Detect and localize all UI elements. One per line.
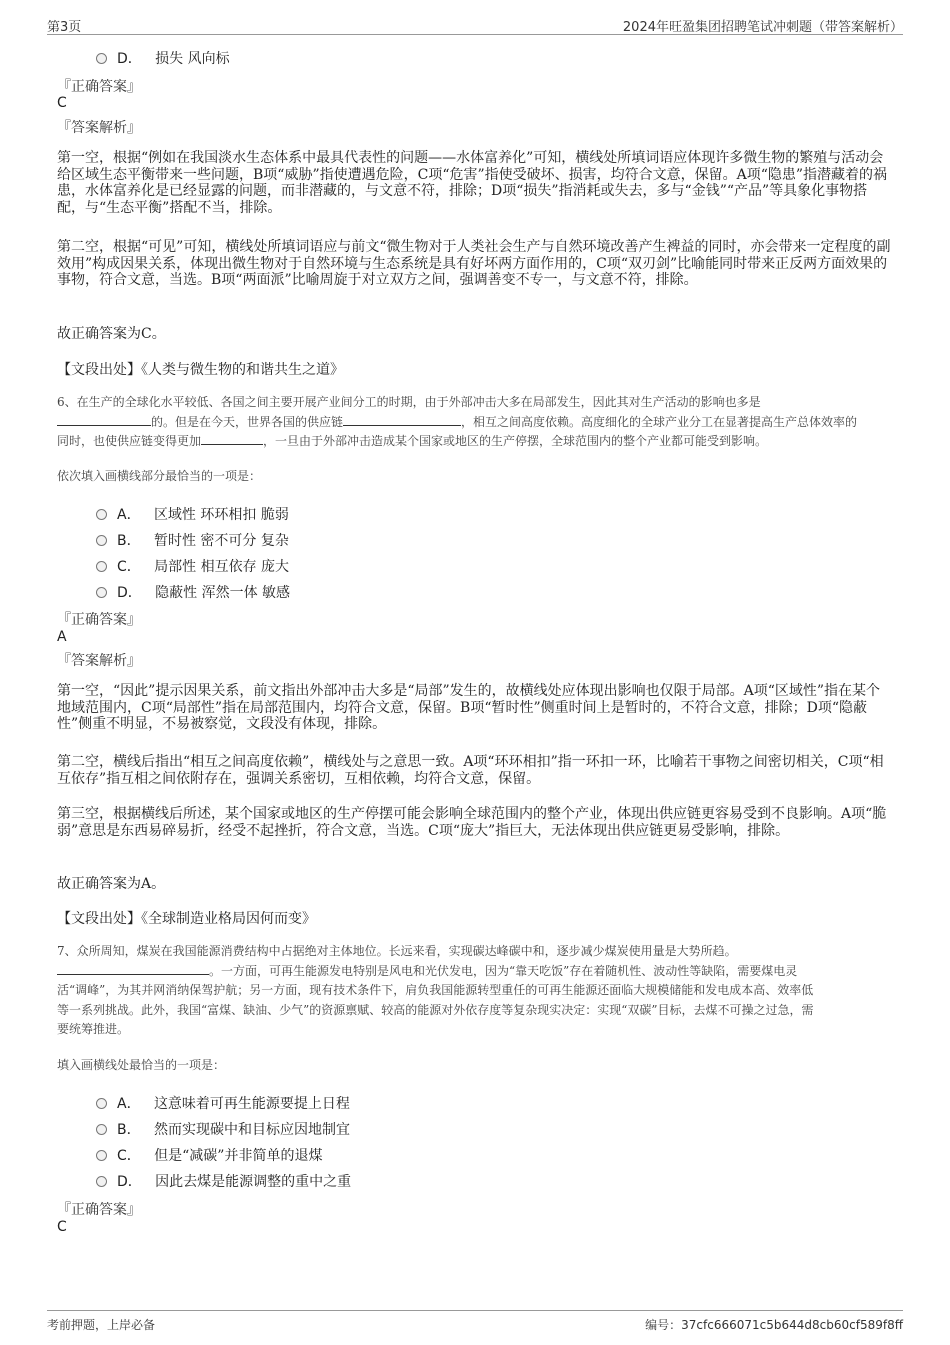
answer-label: 『正确答案』 bbox=[57, 612, 141, 628]
analysis-paragraph: 第三空，根据横线后所述，某个国家或地区的生产停摆可能会影响全球范围内的整个产业，体现出供应链更容易受到不良影响。A项“脆弱”意思是东西易碎易折，经受不起挫折，符合文意，当选。C项“庞大”指巨大，无法体现出供应链更易受影响，排除。 bbox=[57, 806, 887, 839]
answer-value: A bbox=[57, 629, 67, 645]
radio-icon[interactable] bbox=[96, 1176, 107, 1187]
question-prompt: 填入画横线处最恰当的一项是： bbox=[57, 1058, 226, 1072]
document-title: 2024年旺盈集团招聘笔试冲刺题（带答案解析） bbox=[622, 20, 903, 35]
blank-line bbox=[343, 413, 461, 426]
q6-option-d[interactable]: D． 隐蔽性 浑然一体 敏感 bbox=[96, 582, 290, 602]
radio-icon[interactable] bbox=[96, 53, 107, 64]
analysis-conclusion: 故正确答案为A。 bbox=[57, 876, 166, 892]
blank-line bbox=[57, 962, 209, 975]
answer-value: C bbox=[57, 95, 67, 111]
radio-icon[interactable] bbox=[96, 561, 107, 572]
analysis-paragraph: 第一空，“因此”提示因果关系，前文指出外部冲击大多是“局部”发生的，故横线处应体现出影响也仅限于局部。A项“区域性”指在某个地域范围内，C项“局部性”指在局部范围内，均符合文意，保留。B项“暂时性”侧重时间上是暂时的，不符合文意，排除；D项“隐蔽性”侧重不明显，不易被察觉，文段没有体现，排除。 bbox=[57, 683, 881, 732]
footer-slogan: 考前押题，上岸必备 bbox=[47, 1318, 156, 1332]
q7-option-d[interactable]: D． 因此去煤是能源调整的重中之重 bbox=[96, 1171, 351, 1191]
question-stem: 7、众所周知，煤炭在我国能源消费结构中占据绝对主体地位。长远来看，实现碳达峰碳中和，逐步减少煤炭使用量是大势所趋。 。一方面，可再生能源发电特别是风电和光伏发电，因为“靠天吃饭”存在着随机性、波动性等缺陷，需要煤电灵 活“调峰”，为其并网消纳保驾护航；另一方面，现有技术条件下，肩负我国能源转型重任的可再生能源还面临大规模储能和发电成本高、效率低 等一系列挑战。此外，我国“富煤、缺油、少气”的资源禀赋、较高的能源对外依存度等复杂现实决定：实现“双碳”目标，去煤不可操之过急，需 要统筹推进。 bbox=[57, 944, 814, 1036]
source-citation: 【文段出处】《全球制造业格局因何而变》 bbox=[57, 911, 316, 927]
answer-label: 『正确答案』 bbox=[57, 79, 141, 95]
blank-line bbox=[201, 432, 263, 445]
radio-icon[interactable] bbox=[96, 1098, 107, 1109]
page-header bbox=[47, 14, 903, 35]
radio-icon[interactable] bbox=[96, 535, 107, 546]
blank-line bbox=[57, 413, 151, 426]
q6-option-b[interactable]: B． 暂时性 密不可分 复杂 bbox=[96, 530, 289, 550]
q6-option-c[interactable]: C． 局部性 相互依存 庞大 bbox=[96, 556, 289, 576]
radio-icon[interactable] bbox=[96, 1150, 107, 1161]
source-citation: 【文段出处】《人类与微生物的和谐共生之道》 bbox=[57, 362, 344, 378]
page-number: 第3页 bbox=[47, 20, 82, 35]
page-footer bbox=[47, 1310, 903, 1335]
q7-option-b[interactable]: B． 然而实现碳中和目标应因地制宜 bbox=[96, 1119, 350, 1139]
analysis-paragraph: 第二空，横线后指出“相互之间高度依赖”，横线处与之意思一致。A项“环环相扣”指一环扣一环，比喻若干事物之间密切相关，C项“相互依存”指互相之间依附存在，强调关系密切，互相依赖，均符合文意，保留。 bbox=[57, 754, 884, 787]
q7-option-c[interactable]: C． 但是“减碳”并非简单的退煤 bbox=[96, 1145, 322, 1165]
analysis-paragraph: 第一空，根据“例如在我国淡水生态体系中最具代表性的问题——水体富养化”可知，横线处所填词语应体现许多微生物的繁殖与活动会给区域生态平衡带来一些问题，B项“威胁”指使遭遇危险，C项“危害”指使受破坏、损害，均符合文意，保留。A项“隐患”指潜藏着的祸患，水体富养化是已经显露的问题，而非潜藏的，与文意不符，排除；D项“损失”指消耗或失去，多与“金钱”“产品”等具象化事物搭配，与“生态平衡”搭配不当，排除。 bbox=[57, 150, 888, 216]
document-id: 编号：37cfc666071c5b644d8cb60cf589f8ff bbox=[645, 1318, 903, 1332]
analysis-label: 『答案解析』 bbox=[57, 653, 141, 669]
radio-icon[interactable] bbox=[96, 587, 107, 598]
q5-option-d[interactable]: D． 损失 风向标 bbox=[96, 48, 230, 68]
analysis-label: 『答案解析』 bbox=[57, 120, 141, 136]
question-stem: 6、在生产的全球化水平较低、各国之间主要开展产业间分工的时期，由于外部冲击大多在局部发生，因此其对生产活动的影响也多是 的。但是在今天，世界各国的供应链 ，相互之间高度依赖。高度细化的全球产业分工在显著提高生产总体效率的 同时，也使供应链变得更加 ，一旦由于外部冲击造成某个国家或地区的生产停摆，全球范围内的整个产业都可能受到影响。 bbox=[57, 395, 858, 448]
analysis-conclusion: 故正确答案为C。 bbox=[57, 326, 166, 342]
answer-label: 『正确答案』 bbox=[57, 1202, 141, 1218]
q7-option-a[interactable]: A． 这意味着可再生能源要提上日程 bbox=[96, 1093, 350, 1113]
analysis-paragraph: 第二空，根据“可见”可知，横线处所填词语应与前文“微生物对于人类社会生产与自然环境改善产生裨益的同时，亦会带来一定程度的副效用”构成因果关系，体现出微生物对于自然环境与生态系统是具有好坏两方面作用的，C项“双刃剑”比喻能同时带来正反两方面效果的事物，符合文意，当选。B项“两面派”比喻周旋于对立双方之间，强调善变不专一，与文意不符，排除。 bbox=[57, 239, 891, 288]
question-prompt: 依次填入画横线部分最恰当的一项是： bbox=[57, 469, 262, 483]
answer-value: C bbox=[57, 1219, 67, 1235]
q6-option-a[interactable]: A． 区域性 环环相扣 脆弱 bbox=[96, 504, 289, 524]
radio-icon[interactable] bbox=[96, 1124, 107, 1135]
radio-icon[interactable] bbox=[96, 509, 107, 520]
